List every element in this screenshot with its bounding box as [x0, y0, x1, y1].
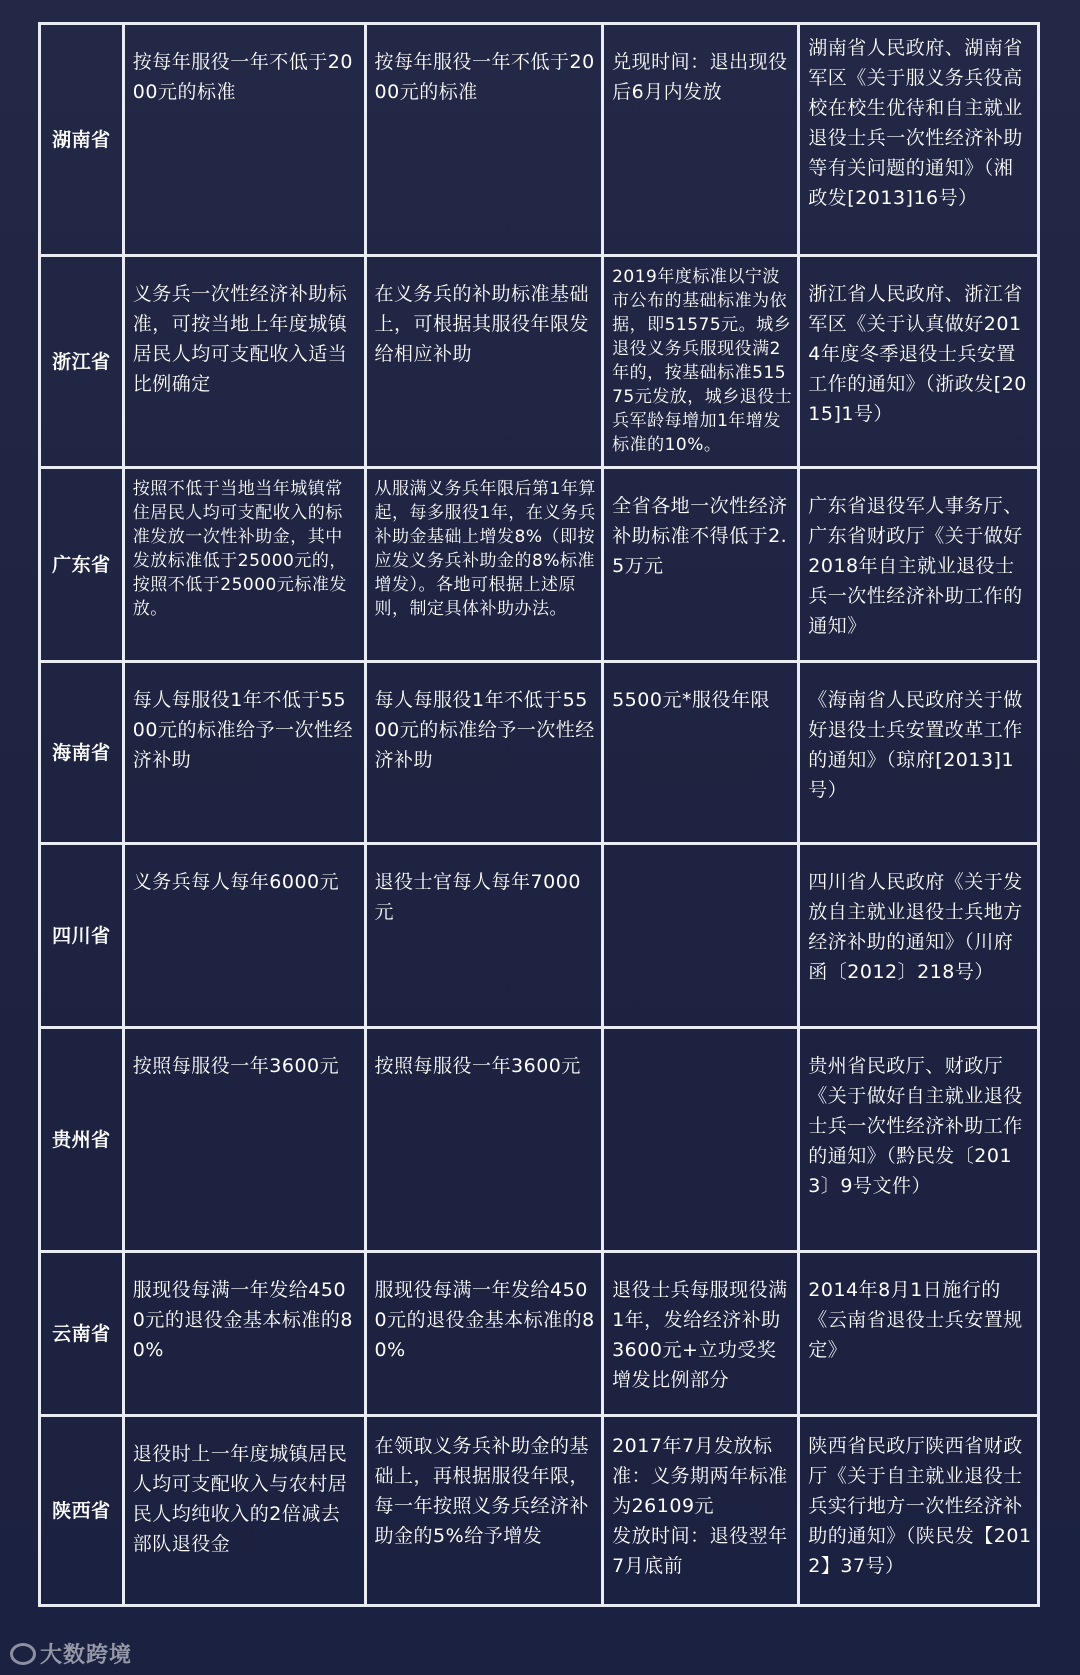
- table-row-hunan: [40, 24, 1039, 256]
- watermark: [10, 1638, 132, 1669]
- watermark-text: 大数跨境: [40, 1643, 133, 1668]
- policy-document-cell: 四川省人民政府《关于发放自主就业退役士兵地方经济补助的通知》（川府函〔2012〕218号）: [799, 844, 1039, 1028]
- retirement-standard-cell: 义务兵每人每年6000元: [123, 844, 365, 1028]
- policy-document-cell: 贵州省民政厅、财政厅《关于做好自主就业退役士兵一次性经济补助工作的通知》（黔民发〔2013〕9号文件）: [799, 1028, 1039, 1252]
- province-cell: 陕西省: [40, 1416, 124, 1606]
- extra-service-cell: 每人每服役1年不低于5500元的标准给予一次性经济补助: [365, 662, 603, 844]
- table-row-yunnan: [40, 1252, 1039, 1416]
- province-cell: 云南省: [40, 1252, 124, 1416]
- extra-service-cell: 在义务兵的补助标准基础上，可根据其服役年限发给相应补助: [365, 256, 603, 468]
- province-cell: 湖南省: [40, 24, 124, 256]
- retirement-standard-cell: 每人每服役1年不低于5500元的标准给予一次性经济补助: [123, 662, 365, 844]
- retirement-standard-cell: 按每年服役一年不低于2000元的标准: [123, 24, 365, 256]
- payment-details-cell: 2017年7月发放标准：义务期两年标准为26109元 发放时间：退役翌年7月底前: [603, 1416, 799, 1606]
- payment-details-cell: 2019年度标准以宁波市公布的基础标准为依据，即51575元。城乡退役义务兵服现役满2年的，按基础标准51575元发放，城乡退役士兵军龄每增加1年增发标准的10%。: [603, 256, 799, 468]
- table-row-sichuan: [40, 844, 1039, 1028]
- policy-document-cell: 湖南省人民政府、湖南省军区《关于服义务兵役高校在校生优待和自主就业退役士兵一次性经济补助等有关问题的通知》（湘政发[2013]16号）: [799, 24, 1039, 256]
- policy-document-cell: 陕西省民政厅陕西省财政厅《关于自主就业退役士兵实行地方一次性经济补助的通知》（陕民发【2012】37号）: [799, 1416, 1039, 1606]
- policy-document-cell: 广东省退役军人事务厅、广东省财政厅《关于做好2018年自主就业退役士兵一次性经济补助工作的通知》: [799, 468, 1039, 662]
- extra-service-cell: 服现役每满一年发给4500元的退役金基本标准的80%: [365, 1252, 603, 1416]
- extra-service-cell: 按每年服役一年不低于2000元的标准: [365, 24, 603, 256]
- table-row-hainan: [40, 662, 1039, 844]
- province-cell: 四川省: [40, 844, 124, 1028]
- table-row-guangdong: [40, 468, 1039, 662]
- payment-details-cell: 5500元*服役年限: [603, 662, 799, 844]
- payment-details-cell: [603, 1028, 799, 1252]
- province-cell: 浙江省: [40, 256, 124, 468]
- retirement-standard-cell: 按照每服役一年3600元: [123, 1028, 365, 1252]
- table-row-guizhou: [40, 1028, 1039, 1252]
- retirement-standard-cell: 按照不低于当地当年城镇常住居民人均可支配收入的标准发放一次性补助金，其中发放标准低于25000元的，按照不低于25000元标准发放。: [123, 468, 365, 662]
- retirement-standard-cell: 退役时上一年度城镇居民人均可支配收入与农村居民人均纯收入的2倍减去部队退役金: [123, 1416, 365, 1606]
- extra-service-cell: 按照每服役一年3600元: [365, 1028, 603, 1252]
- policy-document-cell: 2014年8月1日施行的《云南省退役士兵安置规定》: [799, 1252, 1039, 1416]
- payment-details-cell: [603, 844, 799, 1028]
- retirement-standard-cell: 义务兵一次性经济补助标准，可按当地上年度城镇居民人均可支配收入适当比例确定: [123, 256, 365, 468]
- table-row-shaanxi: [40, 1416, 1039, 1606]
- payment-details-cell: 退役士兵每服现役满1年，发给经济补助 3600元+立功受奖增发比例部分: [603, 1252, 799, 1416]
- policy-document-cell: 《海南省人民政府关于做好退役士兵安置改革工作的通知》（琼府[2013]1号）: [799, 662, 1039, 844]
- extra-service-cell: 在领取义务兵补助金的基础上，再根据服役年限，每一年按照义务兵经济补助金的5%给予增发: [365, 1416, 603, 1606]
- policy-table: [38, 22, 1040, 1607]
- extra-service-cell: 从服满义务兵年限后第1年算起，每多服役1年，在义务兵补助金基础上增发8%（即按应发义务兵补助金的8%标准增发）。各地可根据上述原则，制定具体补助办法。: [365, 468, 603, 662]
- province-cell: 海南省: [40, 662, 124, 844]
- payment-details-cell: 全省各地一次性经济补助标准不得低于2.5万元: [603, 468, 799, 662]
- payment-details-cell: 兑现时间：退出现役后6月内发放: [603, 24, 799, 256]
- table-row-zhejiang: [40, 256, 1039, 468]
- watermark-logo-icon: [10, 1643, 36, 1665]
- policy-document-cell: 浙江省人民政府、浙江省军区《关于认真做好2014年度冬季退役士兵安置工作的通知》（浙政发[2015]1号）: [799, 256, 1039, 468]
- retirement-standard-cell: 服现役每满一年发给4500元的退役金基本标准的80%: [123, 1252, 365, 1416]
- province-cell: 广东省: [40, 468, 124, 662]
- province-cell: 贵州省: [40, 1028, 124, 1252]
- extra-service-cell: 退役士官每人每年7000元: [365, 844, 603, 1028]
